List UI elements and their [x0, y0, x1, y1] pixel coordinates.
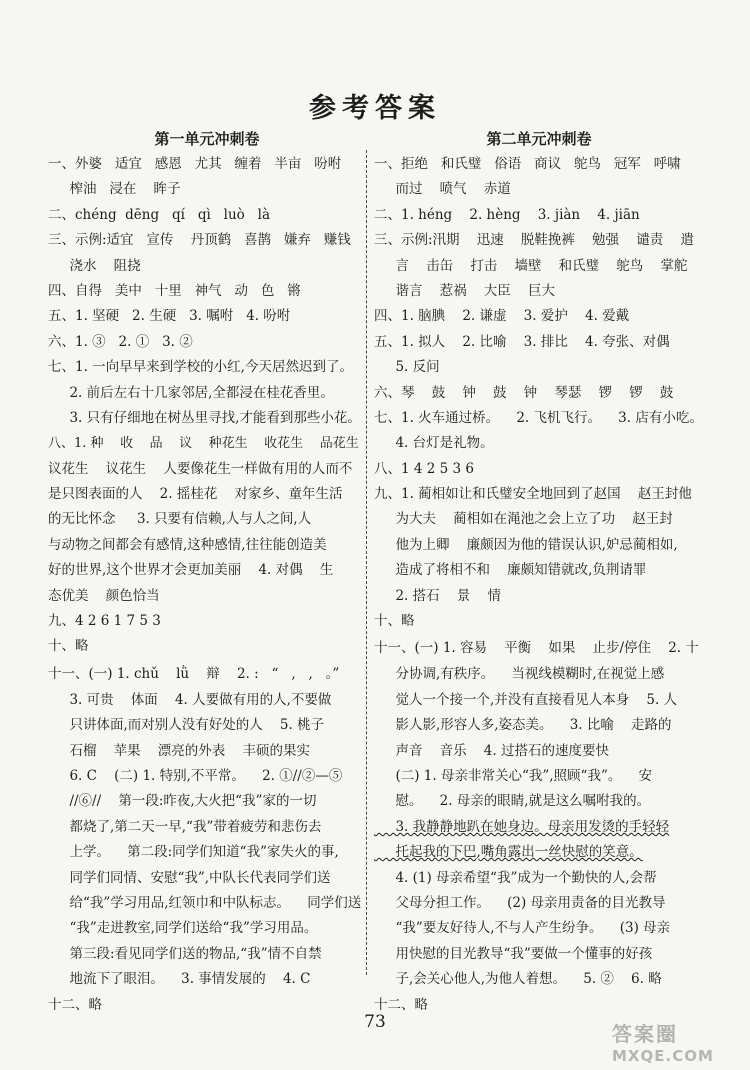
answer-line: 好的世界,这个世界才会更加美丽 4. 对偶 生 [48, 562, 334, 579]
answer-line: 5. 反问 [374, 359, 440, 376]
answer-line: 七、1. 一向早早来到学校的小红,今天居然迟到了。 [48, 359, 353, 376]
right-column [374, 128, 704, 1018]
answer-line: 议花生 议花生 人要像花生一样做有用的人而不 [48, 460, 353, 477]
answer-line: 九、1. 蔺相如让和氏璧安全地回到了赵国 赵王封他 [374, 486, 692, 503]
answer-line: 五、1. 坚硬 2. 生硬 3. 嘱咐 4. 吩咐 [48, 308, 291, 325]
page-number: 73 [364, 1012, 386, 1032]
answer-line: 的无比怀念 3. 只要有信赖,人与人之间,人 [48, 511, 312, 528]
answer-line: 十、略 [48, 638, 89, 655]
answer-line: 觉人一个接一个,并没有直接看见人本身 5. 人 [374, 691, 678, 708]
answer-line: 4. (1) 母亲希望“我”成为一个勤快的人,会帮 [374, 869, 657, 886]
answer-line: 一、外婆 适宜 感恩 尤其 缠着 半亩 吩咐 [48, 156, 342, 172]
column-divider [366, 150, 367, 975]
answer-line: 浇水 阻挠 [48, 257, 141, 274]
answer-line: 只讲体面,而对别人没有好处的人 5. 桃子 [48, 717, 325, 734]
answer-line: 地流下了眼泪。 3. 事情发展的 4. C [48, 971, 311, 988]
unit2-title: 第二单元冲刺卷 [486, 130, 592, 148]
answer-line: “我”走进教室,同学们送给“我”学习用品。 [48, 920, 318, 937]
answer-line: 父母分担工作。 (2) 母亲用责备的目光教导 [374, 894, 666, 911]
answer-line: 十、略 [374, 613, 415, 630]
answer-line: 为大夫 蔺相如在渑池之会上立了功 赵王封 [374, 511, 673, 528]
answer-line: 一、拒绝 和氏璧 俗语 商议 鸵鸟 冠军 呼啸 [374, 156, 681, 172]
answer-line: 第三段:看见同学们送的物品,“我”情不自禁 [48, 945, 322, 962]
answer-line: 声音 音乐 4. 过搭石的速度要快 [374, 742, 609, 759]
answer-line: 十一、(一) 1. chǔ lǜ 辩 2. : “ , , 。” [48, 665, 340, 682]
answer-line: 六、1. ③ 2. ① 3. ② [48, 333, 193, 350]
answer-line-underlined [374, 815, 704, 840]
answer-line: 慰。 2. 母亲的眼睛,就是这么嘱咐我的。 [374, 793, 651, 810]
answer-line: 三、示例:适宜 宣传 丹顶鹤 喜鹊 嫌弃 赚钱 [48, 232, 351, 249]
answer-line: 上学。 第二段:同学们知道“我”家失火的事, [48, 844, 339, 861]
answer-line: 影人影,形容人多,姿态美。 3. 比喻 走路的 [374, 717, 672, 734]
answer-line: 八、1 4 2 5 3 6 [374, 460, 474, 477]
answer-line: 他为上卿 廉颇因为他的错误认识,妒忌蔺相如, [374, 536, 678, 553]
underlined-sentence: 3. 我静静地趴在她身边。母亲用发烫的手轻轻 [374, 818, 670, 835]
answer-line-underlined [374, 840, 704, 865]
watermark-text-top: 答案圈 [612, 1022, 678, 1046]
answer-line: 四、自得 美中 十里 神气 动 色 锵 [48, 282, 301, 299]
left-column [48, 128, 366, 1018]
answer-line: 二、chéng dēng qí qì luò là [48, 206, 271, 223]
answer-line: 给“我”学习用品,红领巾和中队标志。 同学们送 [48, 894, 362, 911]
answer-line: 2. 前后左右十几家邻居,全都浸在桂花香里。 [48, 384, 334, 401]
page-title: 参考答案 [309, 93, 441, 124]
answer-line: 言 击缶 打击 墙壁 和氏璧 鸵鸟 掌舵 [374, 257, 688, 274]
answer-line: 十一、(一) 1. 容易 平衡 如果 止步/停住 2. 十 [374, 640, 699, 657]
unit1-title: 第一单元冲刺卷 [154, 130, 260, 148]
answer-line: 2. 搭石 景 情 [374, 587, 501, 604]
watermark-text-bottom: MXQE.COM [612, 1047, 714, 1065]
answer-line: //⑥// 第一段:昨夜,大火把“我”家的一切 [48, 793, 317, 810]
answer-line: 态优美 颜色恰当 [48, 587, 160, 604]
answer-line: 十二、略 [48, 996, 102, 1013]
answer-line: (二) 1. 母亲非常关心“我”,照顾“我”。 安 [374, 767, 653, 784]
answer-line: 4. 台灯是礼物。 [374, 435, 494, 452]
answer-line: “我”要友好待人,不与人产生纷争。 (3) 母亲 [374, 920, 671, 937]
answer-line: 是只图表面的人 2. 摇桂花 对家乡、童年生活 [48, 486, 343, 503]
answer-line: 七、1. 火车通过桥。 2. 飞机飞行。 3. 店有小吃。 [374, 409, 703, 426]
answer-line: 榨油 浸在 眸子 [48, 181, 181, 198]
answer-line: 分协调,有秩序。 当视线模糊时,在视觉上感 [374, 666, 665, 683]
answer-line: 谐言 惹祸 大臣 巨大 [374, 282, 555, 299]
answer-line: 五、1. 拟人 2. 比喻 3. 排比 4. 夸张、对偶 [374, 333, 670, 350]
answer-line: 6. C (二) 1. 特别,不平常。 2. ①//②—⑤ [48, 767, 343, 784]
answer-line: 十二、略 [374, 996, 428, 1013]
answer-line: 四、1. 脑腆 2. 谦虚 3. 爱护 4. 爱戴 [374, 308, 630, 325]
answer-line: 六、琴 鼓 钟 鼓 钟 琴瑟 锣 锣 鼓 [374, 384, 674, 401]
answer-line: 3. 只有仔细地在树丛里寻找,才能看到那些小花。 [48, 409, 361, 426]
answer-line: 用快慰的目光教导“我”要做一个懂事的好孩 [374, 945, 653, 962]
answer-line: 同学们同情、安慰“我”,中队长代表同学们送 [48, 869, 331, 886]
answer-line: 石榴 苹果 漂亮的外表 丰硕的果实 [48, 742, 310, 759]
answer-line: 八、1. 种 收 品 议 种花生 收花生 品花生 [48, 436, 359, 452]
answer-line: 造成了将相不和 廉颇知错就改,负荆请罪 [374, 562, 647, 579]
watermark-logo [612, 1018, 748, 1068]
answer-line: 都烧了,第二天一早,“我”带着疲劳和悲伤去 [48, 818, 322, 835]
answer-line: 与动物之间都会有感情,这种感情,往往能创造美 [48, 536, 327, 553]
answer-line: 九、4 2 6 1 7 5 3 [48, 613, 161, 630]
answer-line: 二、1. héng 2. hèng 3. jiàn 4. jiān [374, 206, 640, 223]
answer-line: 而过 喷气 赤道 [374, 181, 511, 198]
answer-line: 三、示例:汛期 迅速 脱鞋挽裤 勉强 谴责 遣 [374, 232, 694, 249]
answer-line: 子,会关心他人,为他人着想。 5. ② 6. 略 [374, 971, 662, 988]
underlined-sentence: 托起我的下巴,嘴角露出一丝快慰的笑意。 [374, 844, 643, 861]
answer-line: 3. 可贵 体面 4. 人要做有用的人,不要做 [48, 691, 332, 708]
